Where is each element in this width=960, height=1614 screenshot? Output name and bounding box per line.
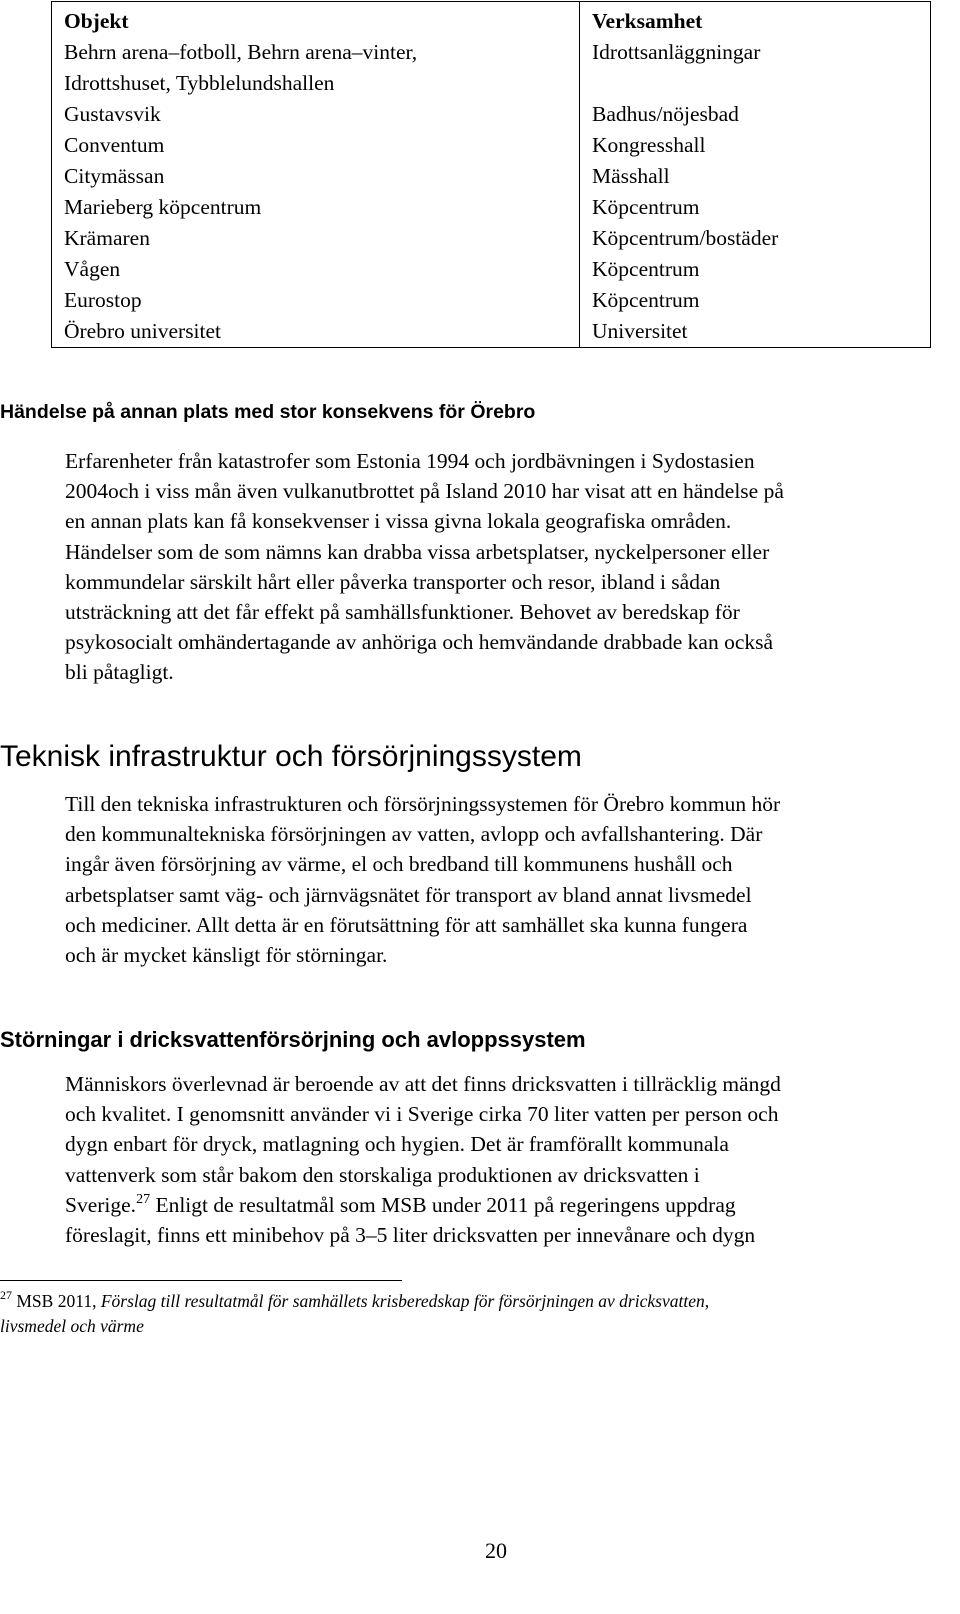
object-cell: Citymässan xyxy=(64,164,165,188)
text-line: och mediciner. Allt detta är en förutsättning för att samhället ska kunna fungera xyxy=(65,912,748,937)
text-line: vattenverk som står bakom den storskaliga produktionen av dricksvatten i xyxy=(65,1162,700,1187)
text-line: kommundelar särskilt hårt eller påverka transporter och resor, ibland i sådan xyxy=(65,569,721,594)
table-row xyxy=(52,2,931,348)
footnote-title: Förslag till resultatmål för samhällets krisberedskap för försörjningen av dricksvatten, xyxy=(100,1291,710,1311)
text-line: en annan plats kan få konsekvenser i vissa givna lokala geografiska områden. xyxy=(65,509,732,534)
footnote-prefix: MSB 2011, xyxy=(12,1291,101,1311)
footnote-reference[interactable]: 27 xyxy=(136,1191,151,1207)
object-column xyxy=(52,2,580,348)
paragraph-event xyxy=(65,446,945,688)
text-line: ingår även försörjning av värme, el och bredband till kommunens hushåll och xyxy=(65,852,733,877)
text-line: och är mycket känsligt för störningar. xyxy=(65,943,388,968)
text-line: Människors överlevnad är beroende av att det finns dricksvatten i tillräcklig mängd xyxy=(65,1072,781,1096)
text-line: utsträckning att det får effekt på samhällsfunktioner. Behovet av beredskap för xyxy=(65,600,740,625)
text-line: Händelser som de som nämns kan drabba vissa arbetsplatser, nyckelpersoner eller xyxy=(65,539,770,564)
object-cell: Eurostop xyxy=(64,288,142,312)
activity-cell: Badhus/nöjesbad xyxy=(592,102,739,126)
text-line: Erfarenheter från katastrofer som Estonia 1994 och jordbävningen i Sydostasien xyxy=(65,449,755,473)
text-line: och kvalitet. I genomsnitt använder vi i Sverige cirka 70 liter vatten per person och xyxy=(65,1102,779,1127)
activity-cell: Köpcentrum xyxy=(592,195,700,219)
object-cell: Marieberg köpcentrum xyxy=(64,195,262,219)
text-line: föreslagit, finns ett minibehov på 3–5 liter dricksvatten per innevånare och dygn xyxy=(65,1223,756,1248)
object-cell: Behrn arena–fotboll, Behrn arena–vinter, xyxy=(64,40,418,64)
text-fragment: Sverige. xyxy=(65,1192,137,1217)
object-activity-table xyxy=(51,1,931,348)
column-header-object: Objekt xyxy=(64,9,129,33)
activity-cell: Köpcentrum xyxy=(592,288,700,312)
column-header-activity: Verksamhet xyxy=(592,9,703,33)
footnote xyxy=(0,1289,930,1339)
activity-cell: Köpcentrum/bostäder xyxy=(592,226,779,250)
page-number: 20 xyxy=(485,1538,507,1563)
activity-cell-spacer xyxy=(592,68,930,99)
footnote-mark: 27 xyxy=(0,1288,12,1302)
activity-column xyxy=(580,2,931,348)
text-line: Till den tekniska infrastrukturen och försörjningssystemen för Örebro kommun hör xyxy=(65,792,781,816)
section-heading-water: Störningar i dricksvattenförsörjning och avloppssystem xyxy=(0,1027,586,1052)
footnote-separator xyxy=(0,1280,402,1281)
object-cell: Gustavsvik xyxy=(64,102,161,126)
text-line: bli påtagligt. xyxy=(65,660,174,685)
object-cell: Vågen xyxy=(64,257,121,281)
object-cell: Krämaren xyxy=(64,226,150,250)
object-cell: Conventum xyxy=(64,133,165,157)
section-heading-infrastructure: Teknisk infrastruktur och försörjningssystem xyxy=(0,740,582,773)
activity-cell: Köpcentrum xyxy=(592,257,700,281)
activity-cell: Universitet xyxy=(592,319,688,343)
text-fragment: Enligt de resultatmål som MSB under 2011 på regeringens uppdrag xyxy=(150,1192,736,1217)
object-cell: Örebro universitet xyxy=(64,319,222,343)
text-line: 2004och i viss mån även vulkanutbrottet på Island 2010 har visat att en händelse på xyxy=(65,479,784,504)
footnote-title-continued: livsmedel och värme xyxy=(0,1316,144,1336)
footnote-line xyxy=(0,1289,930,1314)
text-line: dygn enbart för dryck, matlagning och hygien. Det är framförallt kommunala xyxy=(65,1132,729,1157)
text-line: den kommunaltekniska försörjningen av vatten, avlopp och avfallshantering. Där xyxy=(65,822,763,847)
paragraph-water xyxy=(65,1069,945,1250)
footnote-line xyxy=(0,1314,930,1339)
object-cell: Idrottshuset, Tybblelundshallen xyxy=(64,71,335,95)
text-line-with-footnote-ref xyxy=(65,1190,945,1220)
activity-cell: Kongresshall xyxy=(592,133,706,157)
text-line: psykosocialt omhändertagande av anhöriga och hemvändande drabbade kan också xyxy=(65,630,774,655)
section-heading-event: Händelse på annan plats med stor konsekvens för Örebro xyxy=(0,401,536,423)
paragraph-infrastructure xyxy=(65,789,945,970)
text-line: arbetsplatser samt väg- och järnvägsnätet för transport av bland annat livsmedel xyxy=(65,882,752,907)
activity-cell: Idrottsanläggningar xyxy=(592,40,761,64)
activity-cell: Mässhall xyxy=(592,164,670,188)
